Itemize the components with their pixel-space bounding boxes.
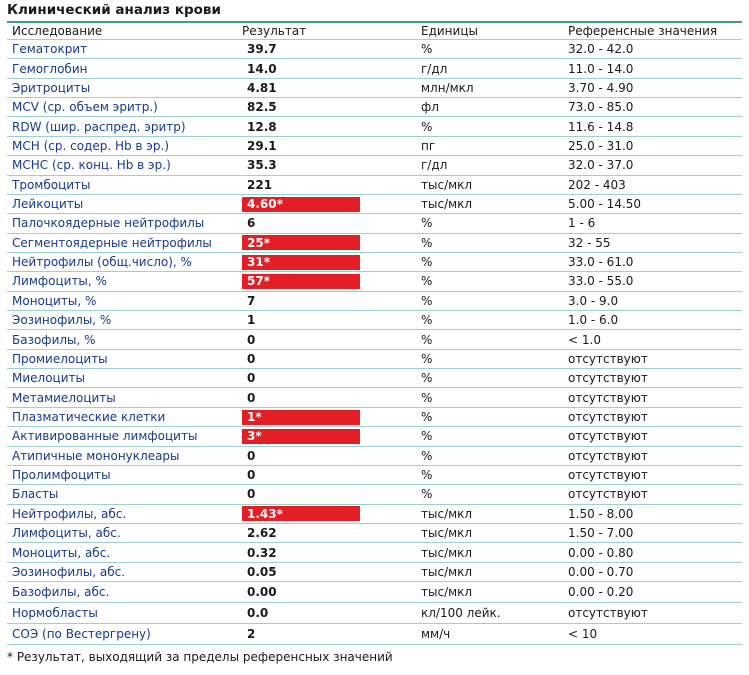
unit: % — [421, 351, 433, 366]
reference-range: отсутствуют — [568, 468, 648, 483]
reference-range: 32.0 - 37.0 — [568, 158, 634, 173]
table-row — [7, 176, 742, 195]
table-row — [7, 369, 742, 388]
reference-range: 5.00 - 14.50 — [568, 197, 642, 212]
unit: % — [421, 293, 433, 308]
reference-range: отсутствуют — [568, 390, 648, 405]
test-name: Лейкоциты — [12, 197, 84, 212]
unit: тыс/мкл — [421, 564, 473, 579]
result-value: 12.8 — [247, 119, 277, 134]
unit: % — [421, 448, 433, 463]
result-value: 0.00 — [247, 585, 277, 600]
test-name: Нейтрофилы (общ.число), % — [12, 255, 192, 270]
unit: % — [421, 332, 433, 347]
reference-range: 202 - 403 — [568, 177, 626, 192]
test-name: Миелоциты — [12, 371, 85, 386]
table-row — [7, 79, 742, 98]
result-value: 0.32 — [247, 545, 277, 560]
unit: % — [421, 119, 433, 134]
reference-range: 33.0 - 55.0 — [568, 274, 634, 289]
reference-range: отсутствуют — [568, 351, 648, 366]
test-name: Бласты — [12, 487, 59, 502]
result-value-flagged: 25* — [242, 234, 360, 252]
table-row — [7, 137, 742, 156]
result-value: 0.05 — [247, 564, 277, 579]
table-row — [7, 485, 742, 504]
table-row — [7, 59, 742, 78]
reference-range: < 10 — [568, 627, 598, 642]
header-ref: Референсные значения — [568, 24, 718, 38]
table-row — [7, 234, 742, 253]
unit: % — [421, 410, 433, 424]
test-name: Моноциты, абс. — [12, 545, 111, 560]
unit: % — [421, 216, 433, 231]
reference-range: отсутствуют — [568, 371, 648, 386]
result-value: 29.1 — [247, 138, 277, 153]
table-header — [7, 21, 742, 40]
unit: пг — [421, 138, 436, 153]
table-row — [7, 582, 742, 603]
test-name: MCV (ср. объем эритр.) — [12, 100, 158, 115]
test-name: Промиелоциты — [12, 351, 108, 366]
unit: % — [421, 235, 433, 250]
unit: кл/100 лейк. — [421, 606, 501, 621]
result-value: 1 — [247, 313, 256, 328]
reference-range: 32 - 55 — [568, 235, 611, 250]
reference-range: 73.0 - 85.0 — [568, 100, 634, 115]
table-row — [7, 330, 742, 349]
table-row — [7, 524, 742, 543]
test-name: Плазматические клетки — [12, 410, 166, 424]
unit: % — [421, 255, 433, 270]
unit: % — [421, 487, 433, 502]
reference-range: отсутствуют — [568, 448, 648, 463]
reference-range: отсутствуют — [568, 410, 648, 424]
result-value: 82.5 — [247, 100, 277, 115]
result-value: 4.81 — [247, 80, 277, 95]
reference-range: отсутствуют — [568, 487, 648, 502]
test-name: Пролимфоциты — [12, 468, 111, 483]
test-name: Тромбоциты — [12, 177, 91, 192]
test-name: Моноциты, % — [12, 293, 97, 308]
result-value: 0 — [247, 487, 256, 502]
unit: мм/ч — [421, 627, 451, 642]
table-row — [7, 117, 742, 136]
result-value-flagged: 3* — [242, 427, 360, 445]
result-value-flagged: 57* — [242, 272, 360, 290]
table-row — [7, 195, 742, 214]
unit: г/дл — [421, 61, 448, 76]
test-name: MCHC (ср. конц. Hb в эр.) — [12, 158, 171, 173]
unit: % — [421, 468, 433, 483]
header-name: Исследование — [12, 24, 103, 38]
test-name: MCH (ср. содер. Hb в эр.) — [12, 138, 170, 153]
table-row — [7, 98, 742, 117]
table-row — [7, 603, 742, 624]
unit: тыс/мкл — [421, 197, 473, 212]
test-name: Активированные лимфоциты — [12, 429, 198, 444]
reference-range: отсутствуют — [568, 429, 648, 444]
unit: г/дл — [421, 158, 448, 173]
unit: тыс/мкл — [421, 506, 473, 521]
table-row — [7, 253, 742, 272]
reference-range: < 1.0 — [568, 332, 601, 347]
unit: тыс/мкл — [421, 526, 473, 541]
reference-range: 3.0 - 9.0 — [568, 293, 619, 308]
unit: млн/мкл — [421, 80, 474, 95]
reference-range: отсутствуют — [568, 606, 648, 621]
result-value-flagged: 1* — [242, 408, 360, 426]
test-name: Атипичные мононуклеары — [12, 448, 180, 463]
test-name: Гематокрит — [12, 42, 88, 57]
unit: % — [421, 313, 433, 328]
test-name: Эритроциты — [12, 80, 91, 95]
table-row — [7, 543, 742, 562]
table-row — [7, 156, 742, 175]
reference-range: 1.50 - 7.00 — [568, 526, 634, 541]
unit: % — [421, 429, 433, 444]
test-name: Эозинофилы, % — [12, 313, 112, 328]
reference-range: 1.0 - 6.0 — [568, 313, 619, 328]
result-value: 6 — [247, 216, 256, 231]
reference-range: 33.0 - 61.0 — [568, 255, 634, 270]
test-name: Палочкоядерные нейтрофилы — [12, 216, 205, 231]
test-name: Базофилы, абс. — [12, 585, 110, 600]
unit: фл — [421, 100, 439, 115]
table-row — [7, 40, 742, 59]
test-name: Гемоглобин — [12, 61, 88, 76]
result-value: 0 — [247, 390, 256, 405]
result-value: 0 — [247, 448, 256, 463]
table-row — [7, 505, 742, 524]
result-value: 39.7 — [247, 42, 277, 57]
result-value-flagged: 4.60* — [242, 195, 360, 213]
header-unit: Единицы — [421, 24, 478, 38]
result-value: 0 — [247, 351, 256, 366]
table-row — [7, 408, 742, 427]
reference-range: 0.00 - 0.80 — [568, 545, 634, 560]
result-value: 35.3 — [247, 158, 277, 173]
table-row — [7, 214, 742, 233]
table-row — [7, 447, 742, 466]
table-row — [7, 292, 742, 311]
result-value: 0.0 — [247, 606, 269, 621]
table-row — [7, 466, 742, 485]
result-value-flagged: 31* — [242, 253, 360, 271]
table-row — [7, 350, 742, 369]
unit: % — [421, 390, 433, 405]
reference-range: 1.50 - 8.00 — [568, 506, 634, 521]
table-row — [7, 388, 742, 407]
result-value: 2 — [247, 627, 256, 642]
unit: тыс/мкл — [421, 177, 473, 192]
table-row — [7, 272, 742, 291]
reference-range: 1 - 6 — [568, 216, 596, 231]
unit: тыс/мкл — [421, 585, 473, 600]
unit: % — [421, 274, 433, 289]
footnote: * Результат, выходящий за пределы референсных значений — [7, 650, 393, 664]
results-table — [7, 21, 742, 645]
result-value: 7 — [247, 293, 256, 308]
result-value: 0 — [247, 332, 256, 347]
test-name: Нейтрофилы, абс. — [12, 506, 127, 521]
test-name: Сегментоядерные нейтрофилы — [12, 235, 212, 250]
result-value: 14.0 — [247, 61, 277, 76]
reference-range: 25.0 - 31.0 — [568, 138, 634, 153]
test-name: Лимфоциты, абс. — [12, 526, 121, 541]
table-row — [7, 311, 742, 330]
reference-range: 3.70 - 4.90 — [568, 80, 634, 95]
unit: тыс/мкл — [421, 545, 473, 560]
table-row — [7, 427, 742, 446]
reference-range: 0.00 - 0.70 — [568, 564, 634, 579]
table-row — [7, 563, 742, 582]
reference-range: 0.00 - 0.20 — [568, 585, 634, 600]
test-name: Эозинофилы, абс. — [12, 564, 126, 579]
test-name: СОЭ (по Вестергрену) — [12, 627, 151, 642]
table-row — [7, 624, 742, 645]
test-name: RDW (шир. распред. эритр) — [12, 119, 186, 134]
test-name: Базофилы, % — [12, 332, 96, 347]
reference-range: 11.0 - 14.0 — [568, 61, 634, 76]
unit: % — [421, 371, 433, 386]
test-name: Лимфоциты, % — [12, 274, 107, 289]
result-value: 221 — [247, 177, 273, 192]
table-body — [7, 40, 742, 645]
test-name: Метамиелоциты — [12, 390, 116, 405]
result-value: 2.62 — [247, 526, 277, 541]
result-value: 0 — [247, 468, 256, 483]
test-name: Нормобласты — [12, 606, 98, 621]
result-value-flagged: 1.43* — [242, 505, 360, 523]
header-result: Результат — [242, 24, 307, 38]
reference-range: 11.6 - 14.8 — [568, 119, 634, 134]
result-value: 0 — [247, 371, 256, 386]
unit: % — [421, 42, 433, 57]
reference-range: 32.0 - 42.0 — [568, 42, 634, 57]
report-title: Клинический анализ крови — [7, 2, 221, 18]
